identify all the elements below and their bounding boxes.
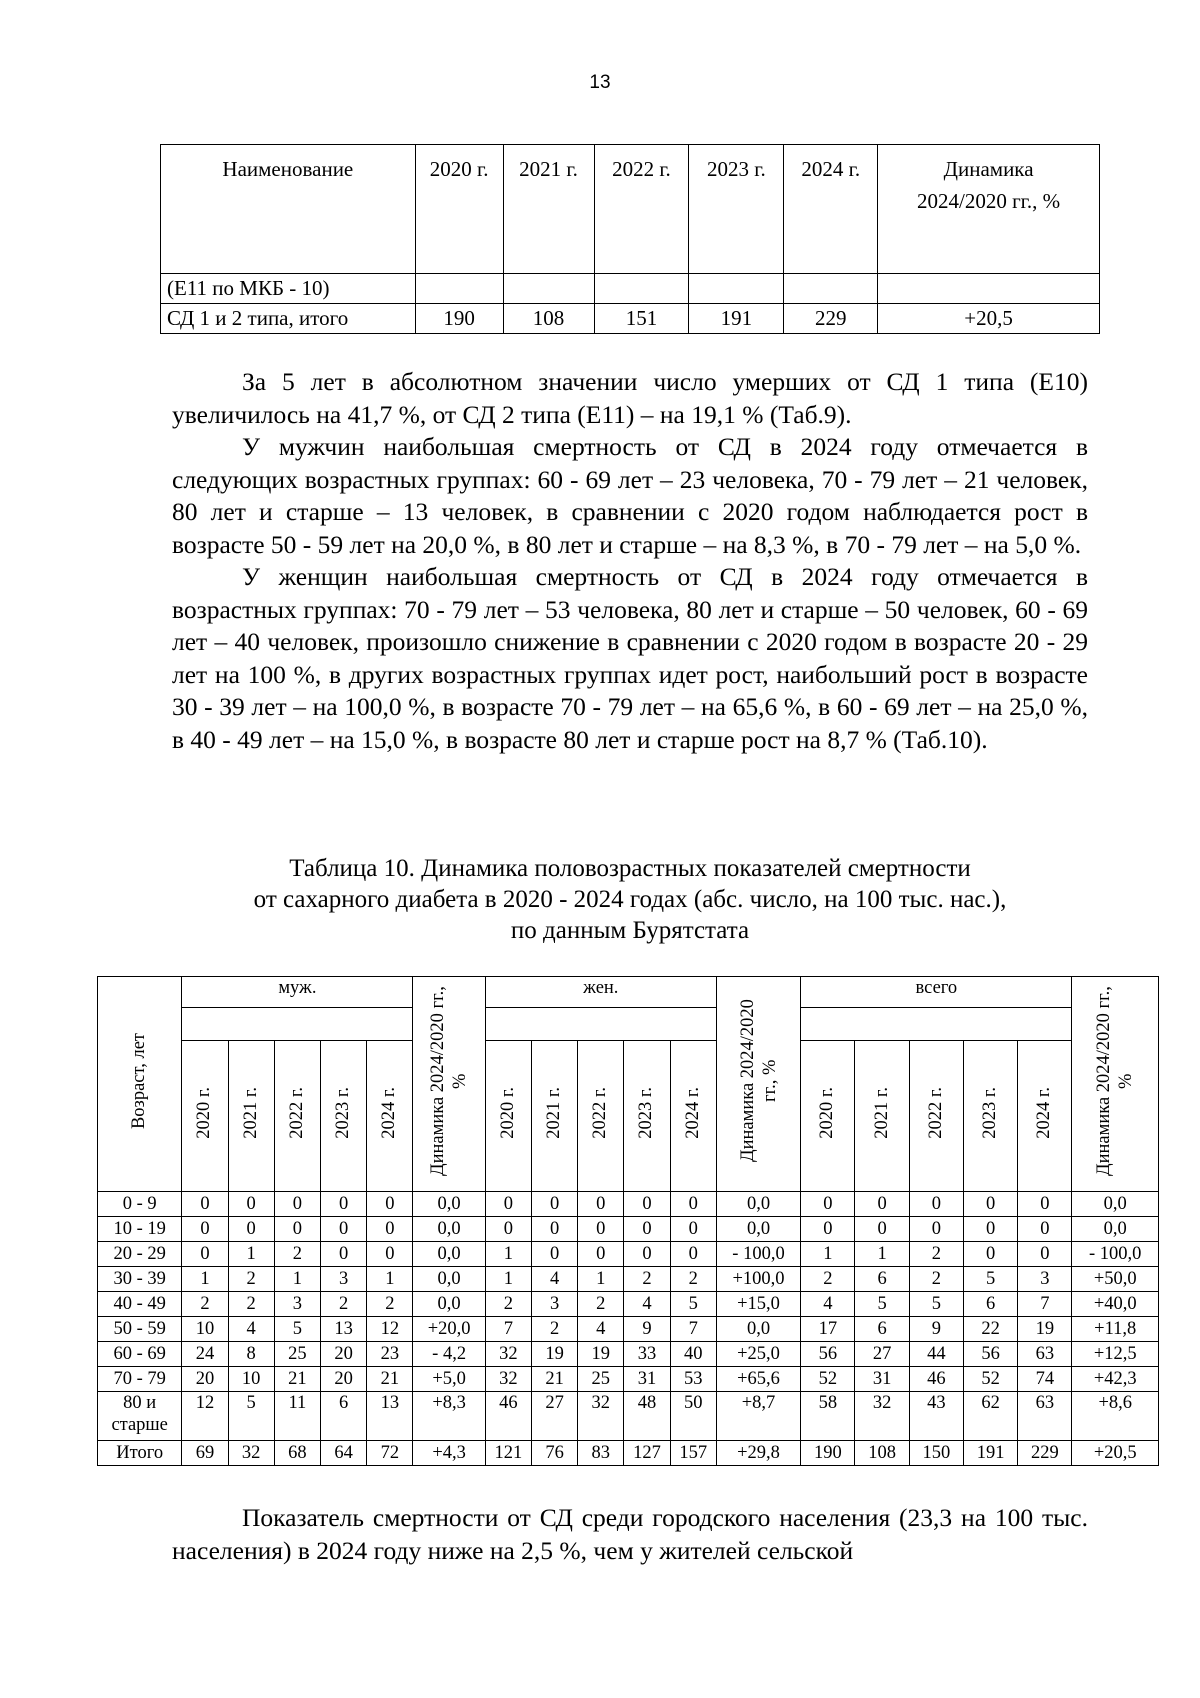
table-cell: 50 <box>670 1392 716 1441</box>
table-cell: 63 <box>1018 1342 1072 1367</box>
table-cell: 0 <box>670 1217 716 1242</box>
table-cell: 19 <box>531 1342 577 1367</box>
table-cell: 0 <box>670 1242 716 1267</box>
table-cell: 24 <box>182 1342 228 1367</box>
closing-text <box>172 1502 1088 1567</box>
table-cell: +100,0 <box>716 1267 800 1292</box>
table-cell: 2 <box>274 1242 320 1267</box>
table-cell: 0,0 <box>413 1267 485 1292</box>
table-cell: 4 <box>228 1317 274 1342</box>
age-group-cell: 10 - 19 <box>98 1217 182 1242</box>
table-row <box>98 1217 1159 1242</box>
table-cell: 0,0 <box>716 1317 800 1342</box>
table-cell: 12 <box>182 1392 228 1441</box>
table-cell: - 100,0 <box>1072 1242 1159 1267</box>
table-cell: 46 <box>909 1367 963 1392</box>
year-label: 2021 г. <box>240 1087 261 1139</box>
table-cell: 2 <box>182 1292 228 1317</box>
table-cell: 13 <box>320 1317 366 1342</box>
year-header-cell <box>228 1041 274 1192</box>
table-cell: 0 <box>274 1192 320 1217</box>
table-cell: 2 <box>578 1292 624 1317</box>
table-cell: - 100,0 <box>716 1242 800 1267</box>
table-cell: 20 <box>182 1367 228 1392</box>
year-label: 2021 г. <box>871 1087 892 1139</box>
table-cell: 0 <box>909 1217 963 1242</box>
table-cell: 32 <box>485 1367 531 1392</box>
year-header-cell <box>367 1041 413 1192</box>
table-cell: 1 <box>182 1267 228 1292</box>
table-cell: 4 <box>531 1267 577 1292</box>
table-cell: 63 <box>1018 1392 1072 1441</box>
table-cell: 0 <box>578 1242 624 1267</box>
group-header-women: жен. <box>485 977 716 1008</box>
year-label: 2022 г. <box>925 1087 946 1139</box>
header-cell: Динамика 2024/2020 гг., % <box>878 145 1100 274</box>
group-header-men: муж. <box>182 977 413 1008</box>
table-cell: 0 <box>909 1192 963 1217</box>
table-cell: +12,5 <box>1072 1342 1159 1367</box>
year-header-row <box>98 1041 1159 1192</box>
table-body <box>98 1192 1159 1466</box>
table-cell: 32 <box>855 1392 909 1441</box>
year-header-cell <box>963 1041 1017 1192</box>
table-cell: 21 <box>274 1367 320 1392</box>
table-cell: +15,0 <box>716 1292 800 1317</box>
table-cell <box>503 274 594 304</box>
year-header-cell <box>274 1041 320 1192</box>
paragraph: У женщин наибольшая смертность от СД в 2024 году отмечается в возрастных группах: 70 - 79 лет – 53 человека, 80 лет и старше – 50 человек, 60 - 69 лет – 40 человек, произошло снижение в сравнении с 2020 годом в возрасте 20 - 29 лет на 100 %, в других возрастных группах идет рост, наибольший рост в возрасте 30 - 39 лет – на 100,0 %, в возрасте 70 - 79 лет – на 65,6 %, в 60 - 69 лет – на 25,0 %, в 40 - 49 лет – на 15,0 %, в возрасте 80 лет и старше рост на 8,7 % (Таб.10). <box>172 562 1088 754</box>
table-cell: 3 <box>320 1267 366 1292</box>
table-cell: 6 <box>855 1317 909 1342</box>
year-label: 2020 г. <box>817 1087 838 1139</box>
table-cell: 7 <box>670 1317 716 1342</box>
table-cell: 48 <box>624 1392 670 1441</box>
table-cell: 21 <box>367 1367 413 1392</box>
table-cell: 13 <box>367 1392 413 1441</box>
table-caption <box>160 853 1100 946</box>
table-cell: +20,5 <box>1072 1441 1159 1466</box>
year-header-cell <box>909 1041 963 1192</box>
table-cell: 0 <box>624 1192 670 1217</box>
year-header-cell <box>182 1041 228 1192</box>
table-cell: 44 <box>909 1342 963 1367</box>
table-header-row <box>161 145 1100 274</box>
table-cell: 0 <box>531 1192 577 1217</box>
table-cell: 0 <box>182 1242 228 1267</box>
table-cell: 11 <box>274 1392 320 1441</box>
table-cell: 2 <box>670 1267 716 1292</box>
table-cell: 5 <box>670 1292 716 1317</box>
blank-cell <box>801 1008 1072 1041</box>
year-header-cell <box>801 1041 855 1192</box>
table-cell: 1 <box>485 1267 531 1292</box>
table-cell <box>878 274 1100 304</box>
caption-line: Таблица 10. Динамика половозрастных показателей смертности <box>289 855 971 882</box>
table-cell: 0 <box>228 1217 274 1242</box>
table-cell: 25 <box>274 1342 320 1367</box>
year-header-cell <box>624 1041 670 1192</box>
caption-line: по данным Бурятстата <box>510 917 750 944</box>
table-cell: 0,0 <box>1072 1192 1159 1217</box>
table-cell: 6 <box>855 1267 909 1292</box>
table-cell: 0 <box>1018 1217 1072 1242</box>
header-cell: 2021 г. <box>503 145 594 274</box>
table-cell: +8,7 <box>716 1392 800 1441</box>
table-cell: 0 <box>963 1217 1017 1242</box>
table-cell: 2 <box>624 1267 670 1292</box>
year-label: 2024 г. <box>682 1087 703 1139</box>
header-cell: 2020 г. <box>415 145 503 274</box>
table-cell: 56 <box>801 1342 855 1367</box>
table-cell: 56 <box>963 1342 1017 1367</box>
table-cell: 5 <box>855 1292 909 1317</box>
table-cell: 1 <box>485 1242 531 1267</box>
year-label: 2022 г. <box>286 1087 307 1139</box>
table-cell: +25,0 <box>716 1342 800 1367</box>
age-group-cell: 40 - 49 <box>98 1292 182 1317</box>
table-cell <box>415 274 503 304</box>
year-header-cell <box>485 1041 531 1192</box>
table-cell: +8,6 <box>1072 1392 1159 1441</box>
table-cell: 4 <box>801 1292 855 1317</box>
table-cell: 1 <box>855 1242 909 1267</box>
table-cell: 27 <box>855 1342 909 1367</box>
table-cell: 150 <box>909 1441 963 1466</box>
table-cell: 2 <box>909 1267 963 1292</box>
mortality-by-age-sex-table <box>97 976 1159 1466</box>
age-header-cell <box>98 977 182 1192</box>
table-cell: 3 <box>1018 1267 1072 1292</box>
table-cell: 74 <box>1018 1367 1072 1392</box>
table-cell: 151 <box>594 304 689 334</box>
table-cell: 0,0 <box>716 1217 800 1242</box>
table-cell: 0 <box>963 1242 1017 1267</box>
body-text <box>172 366 1088 756</box>
table-cell: 0 <box>320 1217 366 1242</box>
table-cell: 4 <box>578 1317 624 1342</box>
table-cell: 2 <box>228 1292 274 1317</box>
table-cell: +8,3 <box>413 1392 485 1441</box>
table-cell: 9 <box>909 1317 963 1342</box>
table-cell: 23 <box>367 1342 413 1367</box>
table-cell: 58 <box>801 1392 855 1441</box>
table-cell: +20,5 <box>878 304 1100 334</box>
table-cell: 0 <box>801 1192 855 1217</box>
table-cell: 32 <box>578 1392 624 1441</box>
table-cell: 0 <box>367 1242 413 1267</box>
table-cell: 0 <box>367 1192 413 1217</box>
table-cell: 21 <box>531 1367 577 1392</box>
table-cell: 190 <box>415 304 503 334</box>
table-cell: 229 <box>1018 1441 1072 1466</box>
dynamics-header-text: Динамика 2024/2020 гг., % <box>1094 986 1137 1176</box>
year-header-cell <box>670 1041 716 1192</box>
year-header-cell <box>531 1041 577 1192</box>
table-cell: 1 <box>578 1267 624 1292</box>
table-cell: 0,0 <box>413 1292 485 1317</box>
year-label: 2023 г. <box>333 1087 354 1139</box>
header-cell: 2022 г. <box>594 145 689 274</box>
table-cell: - 4,2 <box>413 1342 485 1367</box>
table-cell: 0 <box>274 1217 320 1242</box>
table-cell: 3 <box>274 1292 320 1317</box>
table-cell: 0,0 <box>413 1217 485 1242</box>
table-cell: +5,0 <box>413 1367 485 1392</box>
table-cell: 108 <box>855 1441 909 1466</box>
table-cell: 83 <box>578 1441 624 1466</box>
table-cell: 17 <box>801 1317 855 1342</box>
year-label: 2020 г. <box>497 1087 518 1139</box>
table-cell: 2 <box>485 1292 531 1317</box>
year-header-cell <box>1018 1041 1072 1192</box>
table-cell: 0,0 <box>413 1242 485 1267</box>
group-header-row <box>98 977 1159 1008</box>
table-cell: 31 <box>855 1367 909 1392</box>
paragraph: У мужчин наибольшая смертность от СД в 2024 году отмечается в следующих возрастных группах: 60 - 69 лет – 23 человека, 70 - 79 лет – 21 человек, 80 лет и старше – 13 человек, в сравнении с 2020 годом наблюдается рост в возрасте 50 - 59 лет на 20,0 %, в 80 лет и старше – на 8,3 %, в 70 - 79 лет – на 5,0 %. <box>172 432 1088 559</box>
table-cell: 40 <box>670 1342 716 1367</box>
table-cell: 53 <box>670 1367 716 1392</box>
table-cell: 2 <box>320 1292 366 1317</box>
table-cell: 1 <box>801 1242 855 1267</box>
paragraph: За 5 лет в абсолютном значении число умерших от СД 1 типа (Е10) увеличилось на 41,7 %, от СД 2 типа (Е11) – на 19,1 % (Таб.9). <box>172 367 1088 429</box>
table-cell <box>784 274 878 304</box>
table-cell: 5 <box>274 1317 320 1342</box>
table-cell: 68 <box>274 1441 320 1466</box>
table-cell: 52 <box>801 1367 855 1392</box>
table-cell: 0 <box>320 1242 366 1267</box>
year-header-cell <box>320 1041 366 1192</box>
table-cell: 191 <box>689 304 784 334</box>
table-cell: 0 <box>531 1217 577 1242</box>
table-cell: 19 <box>578 1342 624 1367</box>
table-cell: 31 <box>624 1367 670 1392</box>
table-cell: 2 <box>531 1317 577 1342</box>
page-number: 13 <box>589 72 611 93</box>
age-group-cell: 60 - 69 <box>98 1342 182 1367</box>
table-cell: 0 <box>855 1217 909 1242</box>
table-row <box>98 1267 1159 1292</box>
table-cell: 6 <box>320 1392 366 1441</box>
table-cell: 0 <box>485 1217 531 1242</box>
table-cell: 0 <box>182 1192 228 1217</box>
table-row <box>98 1292 1159 1317</box>
table-cell: 0 <box>670 1192 716 1217</box>
table-row <box>161 274 1100 304</box>
age-group-cell: Итого <box>98 1441 182 1466</box>
table-cell: 25 <box>578 1367 624 1392</box>
table-cell: 5 <box>228 1392 274 1441</box>
age-group-cell: 80 и старше <box>98 1392 182 1441</box>
dynamics-header-men <box>413 977 485 1192</box>
table-cell: 2 <box>909 1242 963 1267</box>
dynamics-header-women <box>716 977 800 1192</box>
table-cell: +4,3 <box>413 1441 485 1466</box>
table-cell: 2 <box>801 1267 855 1292</box>
table-cell: 157 <box>670 1441 716 1466</box>
table-cell: 62 <box>963 1392 1017 1441</box>
table-cell: 5 <box>909 1292 963 1317</box>
table-row <box>98 1441 1159 1466</box>
table-cell <box>594 274 689 304</box>
year-label: 2023 г. <box>980 1087 1001 1139</box>
table-cell: 108 <box>503 304 594 334</box>
table-cell: 46 <box>485 1392 531 1441</box>
table-cell: 20 <box>320 1367 366 1392</box>
table-cell: 20 <box>320 1342 366 1367</box>
table-cell: +40,0 <box>1072 1292 1159 1317</box>
table-cell: 0 <box>578 1217 624 1242</box>
table-cell: 0 <box>624 1242 670 1267</box>
table-cell: 6 <box>963 1292 1017 1317</box>
table-cell: 0 <box>320 1192 366 1217</box>
table-cell: 1 <box>228 1242 274 1267</box>
table-cell: 0 <box>578 1192 624 1217</box>
table-cell: 2 <box>367 1292 413 1317</box>
table-cell: 1 <box>367 1267 413 1292</box>
paragraph: Показатель смертности от СД среди городского населения (23,3 на 100 тыс. населения) в 2024 году ниже на 2,5 %, чем у жителей сельской <box>172 1503 1088 1565</box>
blank-cell <box>182 1008 413 1041</box>
table-cell: 76 <box>531 1441 577 1466</box>
table-cell: +11,8 <box>1072 1317 1159 1342</box>
table-row <box>98 1192 1159 1217</box>
age-header: Возраст, лет <box>129 1032 150 1130</box>
table-row <box>98 1317 1159 1342</box>
table-cell: 72 <box>367 1441 413 1466</box>
table-cell: +20,0 <box>413 1317 485 1342</box>
year-label: 2022 г. <box>590 1087 611 1139</box>
table-cell: 0 <box>1018 1242 1072 1267</box>
age-group-cell: 0 - 9 <box>98 1192 182 1217</box>
age-group-cell: 20 - 29 <box>98 1242 182 1267</box>
table-cell: +29,8 <box>716 1441 800 1466</box>
blank-cell <box>485 1008 716 1041</box>
dynamics-header-total <box>1072 977 1159 1192</box>
table-cell: 12 <box>367 1317 413 1342</box>
group-header-total: всего <box>801 977 1072 1008</box>
year-label: 2023 г. <box>636 1087 657 1139</box>
table-cell: 0,0 <box>1072 1217 1159 1242</box>
table-cell: 121 <box>485 1441 531 1466</box>
table-row <box>98 1242 1159 1267</box>
table-cell: +65,6 <box>716 1367 800 1392</box>
table-cell: 10 <box>228 1367 274 1392</box>
age-group-cell: 50 - 59 <box>98 1317 182 1342</box>
table-cell: 8 <box>228 1342 274 1367</box>
table-cell: 229 <box>784 304 878 334</box>
table-cell: 52 <box>963 1367 1017 1392</box>
table-cell: СД 1 и 2 типа, итого <box>161 304 416 334</box>
table-cell: +50,0 <box>1072 1267 1159 1292</box>
year-label: 2021 г. <box>544 1087 565 1139</box>
table-cell: 0 <box>485 1192 531 1217</box>
header-cell: Наименование <box>161 145 416 274</box>
table-row <box>98 1367 1159 1392</box>
year-header-cell <box>578 1041 624 1192</box>
dynamics-header-text: Динамика 2024/2020 гг., % <box>737 999 780 1163</box>
table-cell: 10 <box>182 1317 228 1342</box>
table-cell: 9 <box>624 1317 670 1342</box>
table-cell: 0 <box>855 1192 909 1217</box>
caption-line: от сахарного диабета в 2020 - 2024 годах (абс. число, на 100 тыс. нас.), <box>253 886 1007 913</box>
table-cell: 0 <box>367 1217 413 1242</box>
table-cell: 0 <box>531 1242 577 1267</box>
table-row <box>98 1392 1159 1441</box>
table-cell: 0,0 <box>716 1192 800 1217</box>
table-cell: 127 <box>624 1441 670 1466</box>
table-cell: 5 <box>963 1267 1017 1292</box>
table-cell: 0 <box>624 1217 670 1242</box>
table-cell: 22 <box>963 1317 1017 1342</box>
table-cell: (Е11 по МКБ - 10) <box>161 274 416 304</box>
table-cell: 0 <box>228 1192 274 1217</box>
table-cell: 0,0 <box>413 1192 485 1217</box>
dynamics-header-text: Динамика 2024/2020 гг., % <box>428 986 471 1176</box>
table-cell: 64 <box>320 1441 366 1466</box>
table-cell: 32 <box>485 1342 531 1367</box>
year-label: 2020 г. <box>194 1087 215 1139</box>
year-label: 2024 г. <box>1034 1087 1055 1139</box>
table-cell: 0 <box>182 1217 228 1242</box>
diabetes-summary-table <box>160 144 1100 334</box>
blank-header-row <box>98 1008 1159 1041</box>
table-cell: 7 <box>1018 1292 1072 1317</box>
age-group-cell: 30 - 39 <box>98 1267 182 1292</box>
age-group-cell: 70 - 79 <box>98 1367 182 1392</box>
table-cell: 32 <box>228 1441 274 1466</box>
table-cell: 3 <box>531 1292 577 1317</box>
table-cell: 43 <box>909 1392 963 1441</box>
table-cell <box>689 274 784 304</box>
table-cell: 191 <box>963 1441 1017 1466</box>
table-cell: 190 <box>801 1441 855 1466</box>
table-cell: 33 <box>624 1342 670 1367</box>
table-cell: 19 <box>1018 1317 1072 1342</box>
table-cell: 1 <box>274 1267 320 1292</box>
table-cell: +42,3 <box>1072 1367 1159 1392</box>
table-cell: 0 <box>801 1217 855 1242</box>
header-cell: 2024 г. <box>784 145 878 274</box>
header-cell: 2023 г. <box>689 145 784 274</box>
table-cell: 69 <box>182 1441 228 1466</box>
table-cell: 27 <box>531 1392 577 1441</box>
table-cell: 0 <box>963 1192 1017 1217</box>
year-label: 2024 г. <box>379 1087 400 1139</box>
table-row <box>98 1342 1159 1367</box>
year-header-cell <box>855 1041 909 1192</box>
table-cell: 0 <box>1018 1192 1072 1217</box>
table-row <box>161 304 1100 334</box>
table-cell: 4 <box>624 1292 670 1317</box>
table-cell: 2 <box>228 1267 274 1292</box>
table-cell: 7 <box>485 1317 531 1342</box>
